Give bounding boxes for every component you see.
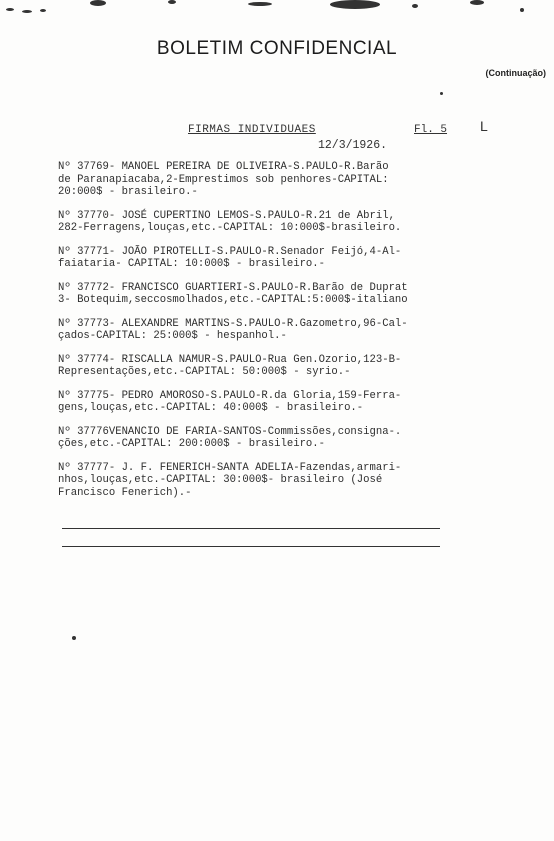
list-item: Nº 37771- JOÃO PIROTELLI-S.PAULO-R.Senador Feijó,4-Al- faiataria- CAPITAL: 10:000$ - brasileiro.- (58, 245, 402, 270)
list-item: Nº 37777- J. F. FENERICH-SANTA ADELIA-Fazendas,armari- nhos,louças,etc.-CAPITAL: 30:000$- brasileiro (José Francisco Fenerich).- (58, 461, 402, 499)
list-item: Nº 37775- PEDRO AMOROSO-S.PAULO-R.da Gloria,159-Ferra- gens,louças,etc.-CAPITAL: 40:000$ - brasileiro.- (58, 389, 402, 414)
scan-speck (22, 10, 32, 13)
list-item: Nº 37774- RISCALLA NAMUR-S.PAULO-Rua Gen.Ozorio,123-B- Representações,etc.-CAPITAL: 50:000$ - syrio.- (58, 353, 402, 378)
list-item: Nº 37772- FRANCISCO GUARTIERI-S.PAULO-R.Barão de Duprat 3- Botequim,seccosmolhados,etc.-CAPITAL:5:000$-italiano (58, 281, 408, 306)
divider-line (62, 528, 440, 529)
list-item: Nº 37770- JOSÉ CUPERTINO LEMOS-S.PAULO-R.21 de Abril, 282-Ferragens,louças,etc.-CAPITAL: 10:000$-brasileiro. (58, 209, 402, 234)
divider-line (62, 546, 440, 547)
list-item: Nº 37773- ALEXANDRE MARTINS-S.PAULO-R.Gazometro,96-Cal- çados-CAPITAL: 25:000$ - hespanhol.- (58, 317, 408, 342)
document-title: BOLETIM CONFIDENCIAL (156, 38, 398, 59)
scan-speck (440, 92, 443, 95)
list-item: Nº 37776VENANCIO DE FARIA-SANTOS-Commissões,consigna-. ções,etc.-CAPITAL: 200:000$ - brasileiro.- (58, 425, 402, 450)
margin-mark: L (480, 118, 488, 134)
scan-speck (90, 0, 106, 6)
section-heading (188, 124, 316, 136)
scan-speck (168, 0, 176, 4)
scan-speck (470, 0, 484, 5)
list-item: Nº 37769- MANOEL PEREIRA DE OLIVEIRA-S.PAULO-R.Barão de Paranapiacaba,2-Emprestimos sob penhores-CAPITAL: 20:000$ - brasileiro.- (58, 161, 389, 198)
sheet-number: Fl. 5 (414, 124, 448, 136)
scan-speck (248, 2, 272, 6)
entries-list (58, 161, 450, 510)
document-date: 12/3/1926. (318, 139, 388, 152)
scan-speck (330, 0, 380, 9)
scan-speck (520, 8, 524, 12)
scan-speck (6, 8, 14, 11)
continuation-label: (Continuação) (485, 68, 546, 78)
scan-speck (72, 636, 76, 640)
section-heading-text: FIRMAS INDIVIDUAES (188, 124, 316, 136)
scan-speck (40, 9, 46, 12)
scan-speck (412, 4, 418, 8)
